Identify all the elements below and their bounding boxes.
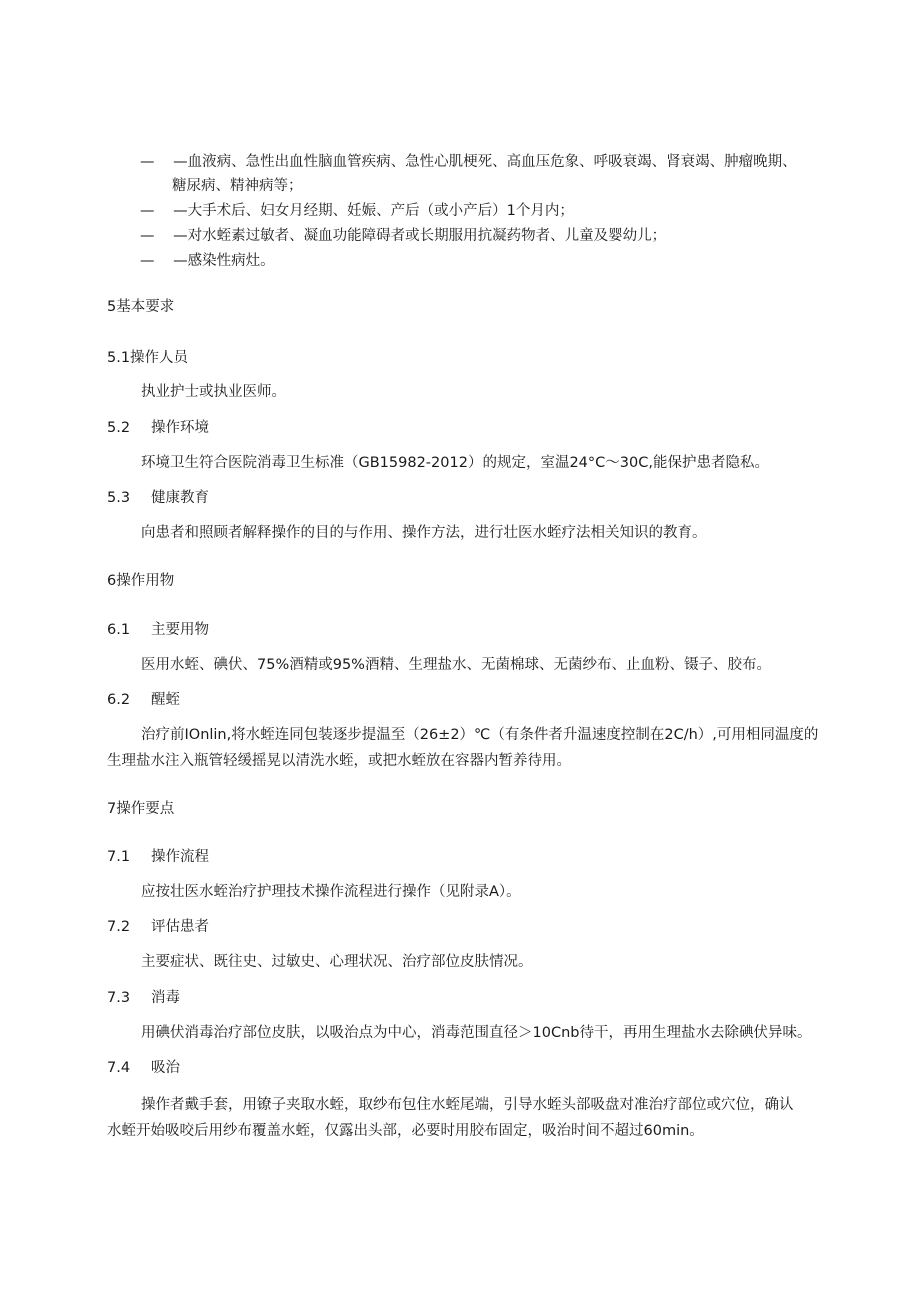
- subsection-heading: [107, 620, 209, 640]
- subsection-title: 吸治: [151, 1060, 180, 1076]
- subsection-body-line: 生理盐水注入瓶管轻缓摇晃以清洗水蛭，或把水蛭放在容器内暂养待用。: [107, 753, 571, 769]
- subsection-number: 7.2: [107, 919, 131, 935]
- subsection-body-line: 治疗前IOnlin,将水蛭连同包装逐步提温至（26±2）℃（有条件者升温速度控制在2C/h）,可用相同温度的: [141, 727, 819, 743]
- list-item: [140, 251, 275, 271]
- subsection-body: 执业护士或执业医师。: [141, 384, 286, 400]
- subsection-title: 消毒: [151, 990, 180, 1006]
- list-item-text: —血液病、急性出血性脑血管疾病、急性心肌梗死、高血压危象、呼吸衰竭、肾衰竭、肿瘤晚期、: [173, 154, 797, 170]
- subsection-body-line: 操作者戴手套，用镣子夹取水蛭，取纱布包住水蛭尾端，引导水蛭头部吸盘对准治疗部位或穴位，确认: [141, 1097, 794, 1113]
- subsection-number: 5.2: [107, 420, 131, 436]
- subsection-title: 操作环境: [151, 420, 209, 436]
- list-item-text: —大手术后、妇女月经期、妊娠、产后（或小产后）1个月内；: [173, 203, 574, 219]
- dash-mark: —: [140, 228, 155, 244]
- subsection-heading: [107, 917, 209, 937]
- subsection-number: 5.3: [107, 490, 131, 506]
- subsection-heading: 5.1操作人员: [107, 350, 189, 366]
- subsection-number: 7.1: [107, 849, 131, 865]
- subsection-number: 7.4: [107, 1060, 131, 1076]
- subsection-heading: [107, 488, 209, 508]
- list-item: [140, 201, 574, 221]
- subsection-heading: [107, 1058, 180, 1078]
- subsection-body: 主要症状、既往史、过敏史、心理状况、治疗部位皮肤情况。: [141, 954, 533, 970]
- subsection-number: 6.1: [107, 622, 131, 638]
- subsection-title: 主要用物: [151, 622, 209, 638]
- dash-mark: —: [140, 203, 155, 219]
- subsection-number: 7.3: [107, 990, 131, 1006]
- section-heading: 6操作用物: [107, 573, 175, 589]
- subsection-body-line: 水蛭开始吸咬后用纱布覆盖水蛭，仅露出头部，必要时用胶布固定，吸治时间不超过60min。: [107, 1123, 704, 1139]
- subsection-body: 环境卫生符合医院消毒卫生标准（GB15982-2012）的规定，室温24°C～30C,能保护患者隐私。: [141, 455, 769, 471]
- subsection-title: 评估患者: [151, 919, 209, 935]
- subsection-body: 用碘伏消毒治疗部位皮肤，以吸治点为中心，消毒范围直径＞10Cnb待干，再用生理盐水去除碘伏异味。: [141, 1025, 812, 1041]
- subsection-body: 医用水蛭、碘伏、75%酒精或95%酒精、生理盐水、无菌棉球、无菌纱布、止血粉、镊子、胶布。: [141, 657, 771, 673]
- section-heading: 7操作要点: [107, 801, 175, 817]
- subsection-number: 6.2: [107, 692, 131, 708]
- subsection-heading: [107, 847, 209, 867]
- list-item-text: —对水蛭素过敏者、凝血功能障碍者或长期服用抗凝药物者、儿童及婴幼儿；: [173, 228, 667, 244]
- subsection-heading: [107, 418, 209, 438]
- subsection-body: 向患者和照顾者解释操作的目的与作用、操作方法，进行壮医水蛭疗法相关知识的教育。: [141, 525, 707, 541]
- list-item-text: —感染性病灶。: [173, 253, 275, 269]
- list-item-continuation: 糖尿病、精神病等；: [172, 178, 303, 194]
- subsection-heading: [107, 690, 180, 710]
- subsection-title: 健康教育: [151, 490, 209, 506]
- subsection-heading: [107, 988, 180, 1008]
- subsection-title: 操作流程: [151, 849, 209, 865]
- list-item: [140, 226, 666, 246]
- subsection-title: 醒蛭: [151, 692, 180, 708]
- section-heading: 5基本要求: [107, 299, 175, 315]
- dash-mark: —: [140, 253, 155, 269]
- subsection-body: 应按壮医水蛭治疗护理技术操作流程进行操作（见附录A）。: [141, 884, 521, 900]
- dash-mark: —: [140, 154, 155, 170]
- list-item: [140, 152, 797, 172]
